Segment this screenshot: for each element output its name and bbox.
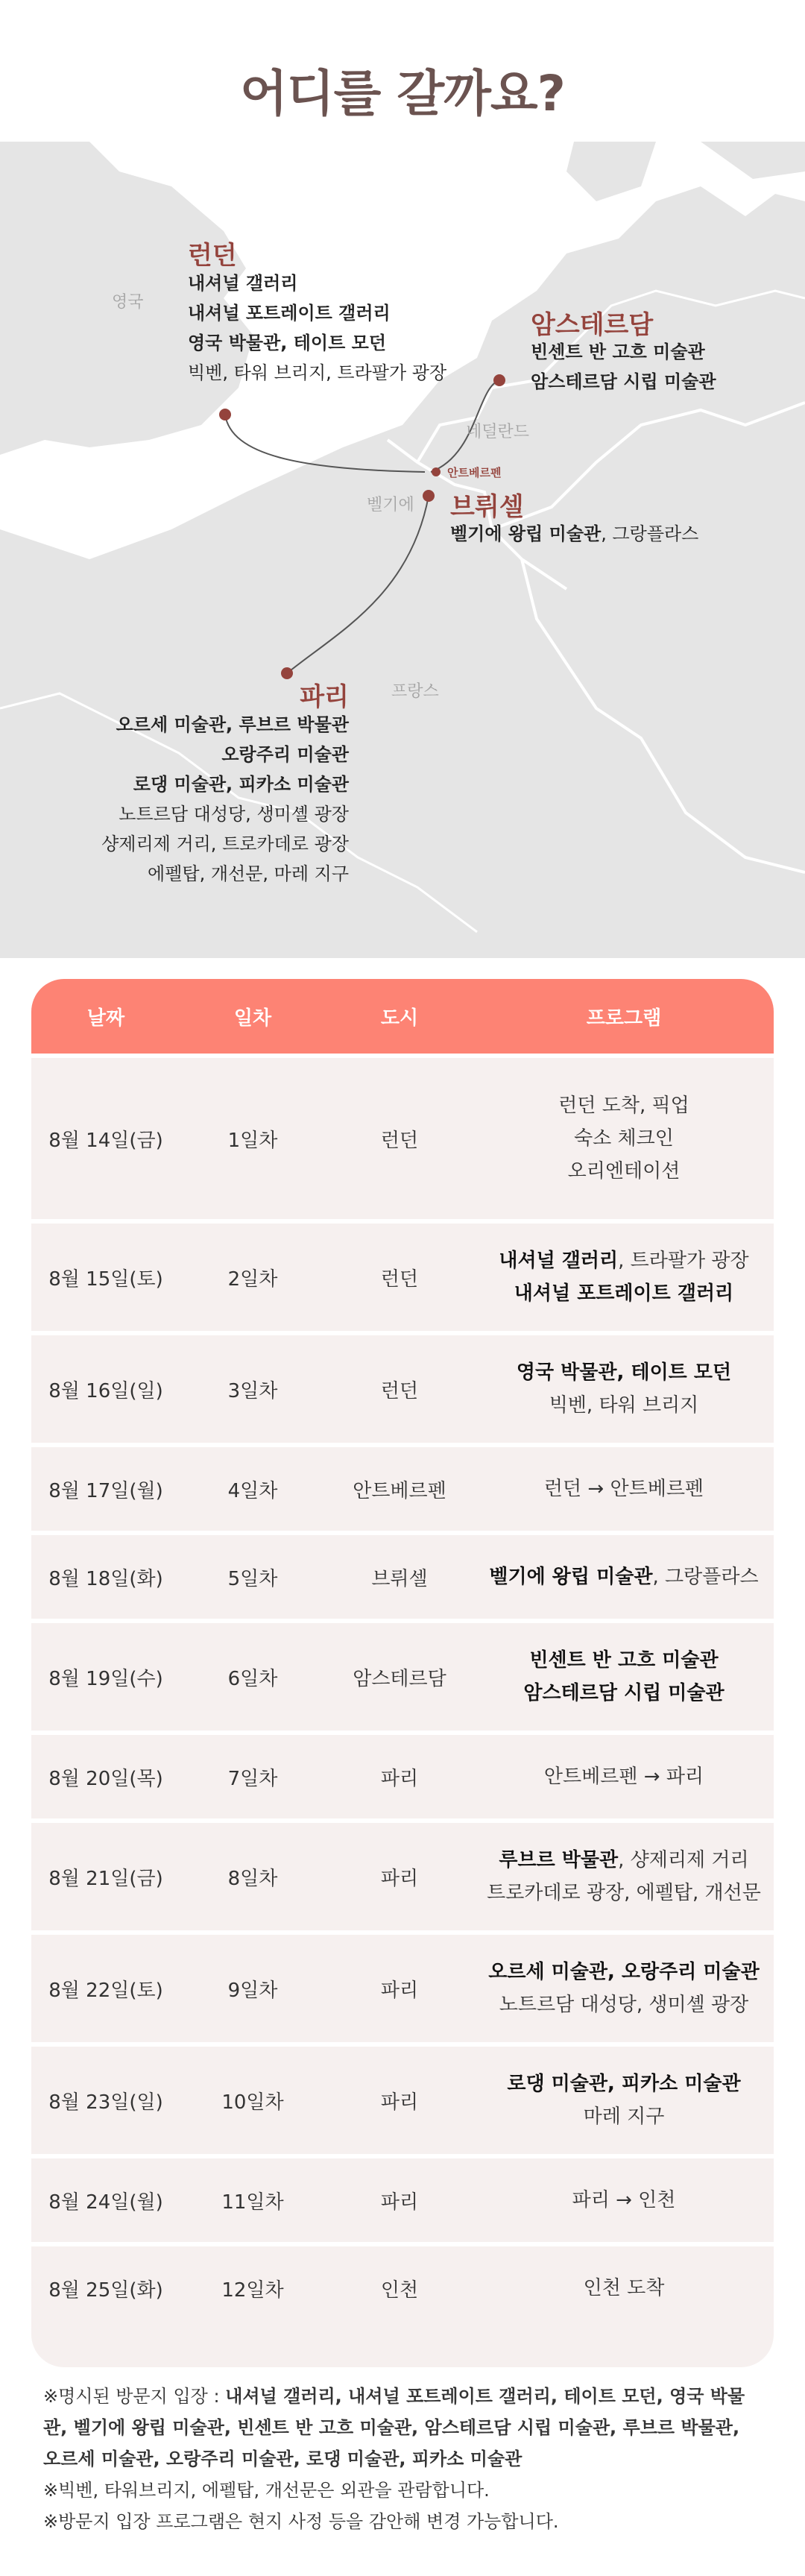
footnotes xyxy=(43,2381,759,2537)
program-text: 트로카데로 광장, 에펠탑, 개선문 xyxy=(487,1882,761,1904)
cell-program xyxy=(474,1844,774,1909)
program-text: 마레 지구 xyxy=(583,2106,665,2128)
city-name-paris: 파리 xyxy=(300,682,349,712)
header-program: 프로그램 xyxy=(586,1007,662,1030)
city-spots-brussels xyxy=(450,519,698,549)
table-row xyxy=(31,2042,774,2154)
table-row xyxy=(31,2154,774,2242)
city-name-amsterdam: 암스테르담 xyxy=(531,310,654,340)
cell-day: 3일차 xyxy=(227,1379,278,1402)
table-body xyxy=(31,1054,774,2330)
page-title: 어디를 갈까요? xyxy=(240,65,565,122)
table-row xyxy=(31,1619,774,1731)
program-line xyxy=(474,1644,774,1677)
program-line xyxy=(474,1956,774,1988)
program-text: 인천 도착 xyxy=(583,2277,665,2299)
cell-city: 파리 xyxy=(380,1767,419,1790)
paris-spot: 오르세 미술관, 루브르 박물관 xyxy=(116,714,349,735)
program-text: 오리엔테이션 xyxy=(567,1160,681,1182)
paris-spot: 노트르담 대성당, 생미셸 광장 xyxy=(119,804,349,825)
cell-day: 9일차 xyxy=(227,1979,278,2002)
cell-date: 8월 20일(목) xyxy=(48,1767,163,1790)
brussels-spot-plain: , 그랑플라스 xyxy=(601,523,699,544)
cell-city: 인천 xyxy=(380,2279,419,2302)
brussels-spot: 벨기에 왕립 미술관 xyxy=(450,523,602,544)
cell-program xyxy=(474,1356,774,1422)
program-highlight: 루브르 박물관 xyxy=(499,1849,619,1871)
cell-program xyxy=(474,2184,774,2217)
cell-date: 8월 23일(일) xyxy=(48,2091,163,2114)
cell-program xyxy=(474,1760,774,1793)
footnote-bold: 내셔널 갤러리, 내셔널 포트레이트 갤러리, 테이트 모던, 영국 박물관, 벨기에 왕립 미술관, 빈센트 반 고흐 미술관, 암스테르담 시립 미술관, 루브르 박물관, 오르세 미술관, 오랑주리 미술관, 로댕 미술관, 피카소 미술관 xyxy=(43,2386,745,2469)
cell-program xyxy=(474,2068,774,2133)
cell-program xyxy=(474,1089,774,1188)
cell-date: 8월 18일(화) xyxy=(48,1567,163,1590)
table-row xyxy=(31,1443,774,1531)
program-line xyxy=(474,1356,774,1389)
cell-date: 8월 25일(화) xyxy=(48,2279,163,2302)
cell-day: 2일차 xyxy=(227,1267,278,1291)
country-label-netherlands: 네덜란드 xyxy=(466,423,530,441)
cell-date: 8월 21일(금) xyxy=(48,1867,163,1890)
cell-day: 12일차 xyxy=(221,2279,284,2302)
table-row xyxy=(31,1930,774,2042)
program-text: 런던 → 안트베르펜 xyxy=(543,1478,704,1500)
cell-city: 파리 xyxy=(380,2191,419,2214)
program-line xyxy=(474,2272,774,2305)
city-name-london: 런던 xyxy=(188,241,237,271)
table-header xyxy=(31,979,774,1054)
program-text: , 그랑플라스 xyxy=(652,1566,759,1588)
route-map xyxy=(0,142,805,958)
cell-date: 8월 24일(월) xyxy=(48,2191,163,2214)
program-line xyxy=(474,1122,774,1155)
cell-day: 1일차 xyxy=(227,1129,278,1152)
table-row xyxy=(31,1331,774,1443)
country-label-france: 프랑스 xyxy=(391,682,439,701)
program-line xyxy=(474,1244,774,1277)
cell-city: 런던 xyxy=(380,1267,419,1291)
footnote: ※빅벤, 타워브리지, 에펠탑, 개선문은 외관을 관람합니다. xyxy=(43,2480,490,2501)
program-line xyxy=(474,1389,774,1422)
cell-city: 런던 xyxy=(380,1379,419,1402)
schedule-table xyxy=(31,979,774,2367)
program-text: , 샹제리제 거리 xyxy=(618,1849,749,1871)
paris-spot: 에펠탑, 개선문, 마레 지구 xyxy=(148,863,349,884)
footnote: ※방문지 입장 프로그램은 현지 사정 등을 감안해 변경 가능합니다. xyxy=(43,2511,559,2532)
city-spots-paris xyxy=(30,710,349,889)
amsterdam-spot: 암스테르담 시립 미술관 xyxy=(531,371,716,392)
program-line xyxy=(474,2184,774,2217)
cell-date: 8월 15일(토) xyxy=(48,1267,163,1291)
program-highlight: 오르세 미술관, 오랑주리 미술관 xyxy=(488,1961,760,1983)
country-label-belgium: 벨기에 xyxy=(367,496,414,514)
cell-day: 4일차 xyxy=(227,1479,278,1502)
cell-day: 6일차 xyxy=(227,1667,278,1690)
header-date: 날짜 xyxy=(86,1007,125,1030)
program-highlight: 영국 박물관, 테이트 모던 xyxy=(516,1361,732,1384)
program-line xyxy=(474,2100,774,2133)
program-highlight: 내셔널 포트레이트 갤러리 xyxy=(514,1282,734,1305)
table-row xyxy=(31,1531,774,1619)
cell-day: 8일차 xyxy=(227,1867,278,1890)
cell-city: 파리 xyxy=(380,2091,419,2114)
cell-program xyxy=(474,2272,774,2305)
cell-program xyxy=(474,1561,774,1593)
table-row xyxy=(31,1054,774,1219)
program-highlight: 벨기에 왕립 미술관 xyxy=(489,1566,653,1588)
program-highlight: 내셔널 갤러리 xyxy=(499,1250,619,1272)
cell-day: 11일차 xyxy=(221,2191,284,2214)
program-line xyxy=(474,1844,774,1877)
footnote-text: ※명시된 방문지 입장 : xyxy=(43,2386,226,2407)
london-spot: 영국 박물관, 테이트 모던 xyxy=(188,333,387,353)
program-highlight: 로댕 미술관, 피카소 미술관 xyxy=(507,2073,741,2095)
city-name-brussels: 브뤼셀 xyxy=(450,492,524,522)
program-text: 숙소 체크인 xyxy=(574,1127,674,1150)
paris-spot: 로댕 미술관, 피카소 미술관 xyxy=(133,774,349,795)
program-text: 노트르담 대성당, 생미셸 광장 xyxy=(499,1994,749,2016)
program-text: 빅벤, 타워 브리지 xyxy=(549,1394,699,1417)
paris-spot: 오랑주리 미술관 xyxy=(221,744,349,765)
london-spot: 내셔널 갤러리 xyxy=(188,273,298,294)
program-line xyxy=(474,1988,774,2021)
program-text: , 트라팔가 광장 xyxy=(618,1250,749,1272)
program-line xyxy=(474,1277,774,1310)
city-spots-london xyxy=(188,268,446,388)
program-text: 런던 도착, 픽업 xyxy=(558,1095,689,1117)
header-city: 도시 xyxy=(380,1007,419,1030)
cell-city: 파리 xyxy=(380,1979,419,2002)
cell-date: 8월 16일(일) xyxy=(48,1379,163,1402)
cell-date: 8월 22일(토) xyxy=(48,1979,163,2002)
cell-date: 8월 14일(금) xyxy=(48,1129,163,1152)
program-line xyxy=(474,1760,774,1793)
table-row xyxy=(31,1731,774,1818)
program-line xyxy=(474,1155,774,1188)
cell-program xyxy=(474,1956,774,2021)
table-row xyxy=(31,1818,774,1930)
antwerp-label: 안트베르펜 xyxy=(447,466,502,479)
cell-city: 안트베르펜 xyxy=(353,1479,446,1502)
cell-city: 브뤼셀 xyxy=(371,1567,428,1590)
amsterdam-spot: 빈센트 반 고흐 미술관 xyxy=(531,341,705,362)
footnote xyxy=(43,2381,759,2475)
cell-date: 8월 19일(수) xyxy=(48,1667,163,1690)
program-line xyxy=(474,1089,774,1122)
cell-program xyxy=(474,1244,774,1310)
program-text: 안트베르펜 → 파리 xyxy=(543,1766,704,1788)
program-line xyxy=(474,1473,774,1505)
country-label-uk: 영국 xyxy=(112,293,144,312)
cell-city: 암스테르담 xyxy=(353,1667,446,1690)
cell-day: 7일차 xyxy=(227,1767,278,1790)
cell-day: 10일차 xyxy=(221,2091,284,2114)
program-text: 파리 → 인천 xyxy=(572,2189,676,2211)
paris-spot: 샹제리제 거리, 트로카데로 광장 xyxy=(101,834,349,854)
program-highlight: 암스테르담 시립 미술관 xyxy=(523,1682,724,1704)
program-line xyxy=(474,1561,774,1593)
cell-city: 파리 xyxy=(380,1867,419,1890)
header-day: 일차 xyxy=(233,1007,272,1030)
city-spots-amsterdam xyxy=(531,337,716,397)
london-spot: 내셔널 포트레이트 갤러리 xyxy=(188,303,391,324)
cell-program xyxy=(474,1644,774,1710)
cell-city: 런던 xyxy=(380,1129,419,1152)
cell-day: 5일차 xyxy=(227,1567,278,1590)
cell-program xyxy=(474,1473,774,1505)
program-line xyxy=(474,2068,774,2100)
table-row xyxy=(31,2242,774,2330)
program-line xyxy=(474,1877,774,1909)
program-line xyxy=(474,1677,774,1710)
table-row xyxy=(31,1219,774,1331)
cell-date: 8월 17일(월) xyxy=(48,1479,163,1502)
program-highlight: 빈센트 반 고흐 미술관 xyxy=(529,1649,719,1672)
london-spot: 빅벤, 타워 브리지, 트라팔가 광장 xyxy=(188,362,447,383)
